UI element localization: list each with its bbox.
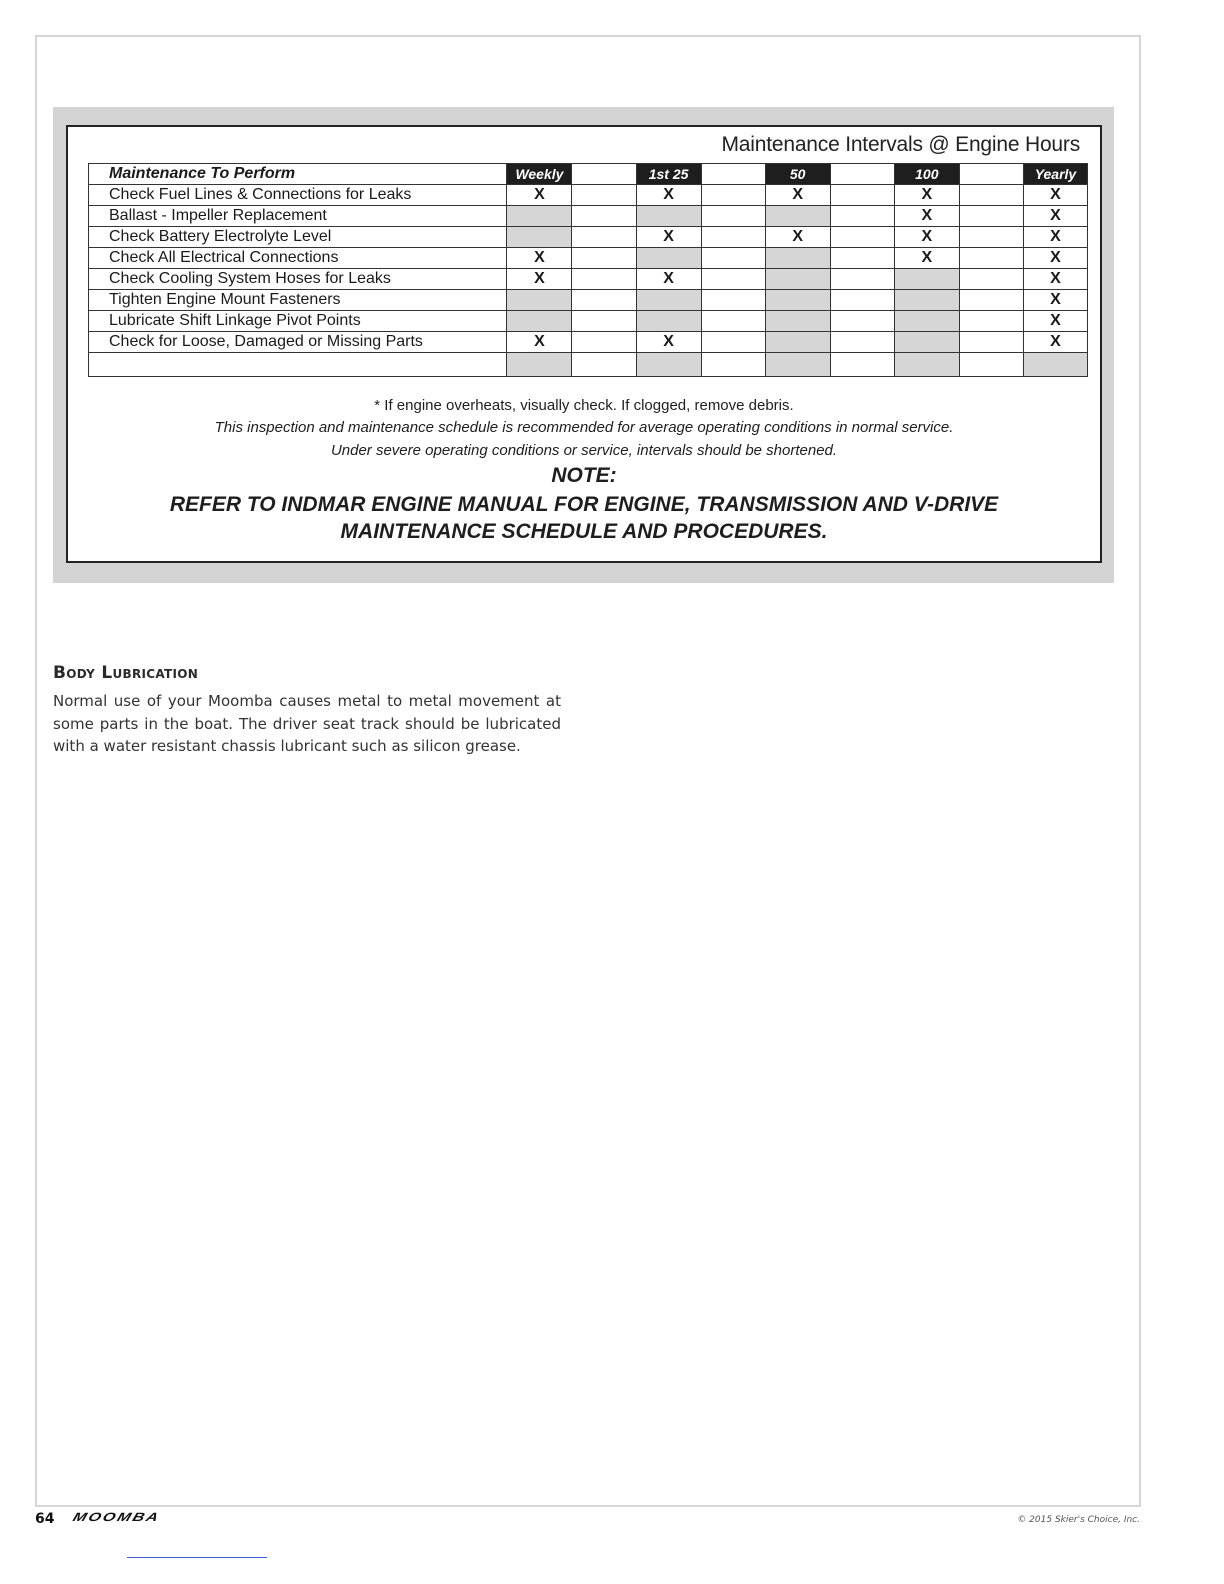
- task-cell: Tighten Engine Mount Fasteners: [89, 290, 507, 311]
- table-row: [89, 185, 1088, 206]
- spacer-cell: [572, 206, 636, 227]
- table-row: [89, 290, 1088, 311]
- maintenance-schedule-panel: [53, 107, 1114, 583]
- spacer-cell: [830, 353, 894, 377]
- copyright: © 2015 Skier's Choice, Inc.: [1017, 1515, 1140, 1525]
- interval-mark-cell: X: [1023, 269, 1087, 290]
- interval-mark-cell: [765, 332, 830, 353]
- spacer-cell: [959, 332, 1023, 353]
- interval-mark-cell: X: [507, 269, 572, 290]
- interval-mark-cell: X: [507, 332, 572, 353]
- bottom-rule: [127, 1557, 267, 1558]
- interval-mark-cell: [894, 311, 959, 332]
- interval-mark-cell: X: [1023, 311, 1087, 332]
- interval-mark-cell: X: [894, 227, 959, 248]
- spacer-column: [572, 164, 636, 185]
- spacer-cell: [701, 353, 765, 377]
- interval-mark-cell: X: [1023, 290, 1087, 311]
- interval-mark-cell: [636, 353, 701, 377]
- recommendation-line-1: This inspection and maintenance schedule is recommended for average operating conditions in normal service.: [214, 419, 954, 436]
- interval-mark-cell: X: [1023, 206, 1087, 227]
- interval-mark-cell: [507, 353, 572, 377]
- interval-mark-cell: X: [765, 227, 830, 248]
- table-header-row: [89, 164, 1088, 185]
- interval-mark-cell: X: [636, 269, 701, 290]
- spacer-cell: [572, 269, 636, 290]
- spacer-cell: [830, 269, 894, 290]
- interval-mark-cell: X: [636, 227, 701, 248]
- spacer-cell: [572, 290, 636, 311]
- blank-row: [89, 353, 1088, 377]
- spacer-cell: [959, 269, 1023, 290]
- interval-mark-cell: [765, 311, 830, 332]
- task-cell: Check for Loose, Damaged or Missing Parts: [89, 332, 507, 353]
- spacer-cell: [572, 248, 636, 269]
- spacer-cell: [959, 290, 1023, 311]
- interval-mark-cell: X: [1023, 248, 1087, 269]
- spacer-cell: [701, 269, 765, 290]
- table-row: [89, 248, 1088, 269]
- spacer-cell: [830, 227, 894, 248]
- column-header-50: 50: [765, 164, 830, 185]
- interval-mark-cell: [507, 227, 572, 248]
- overheat-footnote: * If engine overheats, visually check. If clogged, remove debris.: [374, 397, 794, 414]
- spacer-cell: [830, 311, 894, 332]
- table-row: [89, 206, 1088, 227]
- interval-mark-cell: X: [636, 332, 701, 353]
- spacer-column: [959, 164, 1023, 185]
- interval-mark-cell: [894, 269, 959, 290]
- table-row: [89, 311, 1088, 332]
- task-cell: Check Fuel Lines & Connections for Leaks: [89, 185, 507, 206]
- interval-mark-cell: X: [1023, 332, 1087, 353]
- interval-mark-cell: [636, 290, 701, 311]
- interval-mark-cell: [507, 206, 572, 227]
- task-column-header: Maintenance To Perform: [89, 164, 507, 185]
- interval-mark-cell: X: [765, 185, 830, 206]
- task-cell: Lubricate Shift Linkage Pivot Points: [89, 311, 507, 332]
- spacer-cell: [830, 248, 894, 269]
- interval-mark-cell: X: [894, 206, 959, 227]
- interval-mark-cell: [636, 311, 701, 332]
- column-header-yearly: Yearly: [1023, 164, 1087, 185]
- interval-mark-cell: [765, 248, 830, 269]
- interval-mark-cell: [765, 353, 830, 377]
- interval-mark-cell: X: [507, 248, 572, 269]
- spacer-cell: [830, 332, 894, 353]
- spacer-cell: [701, 332, 765, 353]
- spacer-cell: [959, 206, 1023, 227]
- spacer-cell: [830, 290, 894, 311]
- spacer-cell: [572, 311, 636, 332]
- table-row: [89, 269, 1088, 290]
- spacer-cell: [572, 185, 636, 206]
- body-lubrication-heading: Body Lubrication: [53, 663, 199, 683]
- column-header-100: 100: [894, 164, 959, 185]
- interval-mark-cell: [765, 206, 830, 227]
- spacer-column: [701, 164, 765, 185]
- spacer-cell: [959, 185, 1023, 206]
- interval-mark-cell: X: [507, 185, 572, 206]
- interval-mark-cell: [636, 248, 701, 269]
- interval-mark-cell: [507, 290, 572, 311]
- spacer-cell: [572, 227, 636, 248]
- spacer-cell: [572, 332, 636, 353]
- interval-mark-cell: X: [894, 185, 959, 206]
- spacer-cell: [959, 353, 1023, 377]
- interval-mark-cell: X: [636, 185, 701, 206]
- task-cell: Check Battery Electrolyte Level: [89, 227, 507, 248]
- spacer-cell: [830, 185, 894, 206]
- task-cell: Check All Electrical Connections: [89, 248, 507, 269]
- recommendation-line-2: Under severe operating conditions or service, intervals should be shortened.: [330, 442, 838, 459]
- interval-mark-cell: [894, 290, 959, 311]
- note-heading: NOTE:: [551, 464, 617, 487]
- task-cell: Ballast - Impeller Replacement: [89, 206, 507, 227]
- table-row: [89, 332, 1088, 353]
- column-header-weekly: Weekly: [507, 164, 572, 185]
- table-row: [89, 227, 1088, 248]
- interval-mark-cell: X: [1023, 227, 1087, 248]
- spacer-cell: [959, 227, 1023, 248]
- interval-mark-cell: [765, 290, 830, 311]
- spacer-cell: [572, 353, 636, 377]
- interval-mark-cell: [507, 311, 572, 332]
- spacer-column: [830, 164, 894, 185]
- note-text: REFER TO INDMAR ENGINE MANUAL FOR ENGINE, TRANSMISSION AND V-DRIVE MAINTENANCE SCHEDULE AND PROCEDURES.: [169, 493, 999, 543]
- maintenance-table: [88, 163, 1088, 377]
- moomba-logo: MOOMBA: [71, 1511, 162, 1524]
- interval-mark-cell: [765, 269, 830, 290]
- column-header-1st25: 1st 25: [636, 164, 701, 185]
- interval-mark-cell: [894, 353, 959, 377]
- spacer-cell: [701, 311, 765, 332]
- interval-mark-cell: [894, 332, 959, 353]
- maintenance-schedule-box: [66, 125, 1102, 563]
- intervals-title: Maintenance Intervals @ Engine Hours: [721, 133, 1080, 156]
- spacer-cell: [701, 206, 765, 227]
- task-cell: Check Cooling System Hoses for Leaks: [89, 269, 507, 290]
- spacer-cell: [959, 248, 1023, 269]
- body-lubrication-text: Normal use of your Moomba causes metal to metal movement at some parts in the boat. The driver seat track should be lubricated with a water resistant chassis lubricant such as silicon grease.: [53, 692, 561, 755]
- spacer-cell: [959, 311, 1023, 332]
- spacer-cell: [701, 290, 765, 311]
- task-cell: [89, 353, 507, 377]
- interval-mark-cell: [636, 206, 701, 227]
- spacer-cell: [701, 248, 765, 269]
- spacer-cell: [830, 206, 894, 227]
- spacer-cell: [701, 185, 765, 206]
- interval-mark-cell: X: [1023, 185, 1087, 206]
- spacer-cell: [701, 227, 765, 248]
- page-number: 64: [35, 1511, 55, 1527]
- interval-mark-cell: [1023, 353, 1087, 377]
- interval-mark-cell: X: [894, 248, 959, 269]
